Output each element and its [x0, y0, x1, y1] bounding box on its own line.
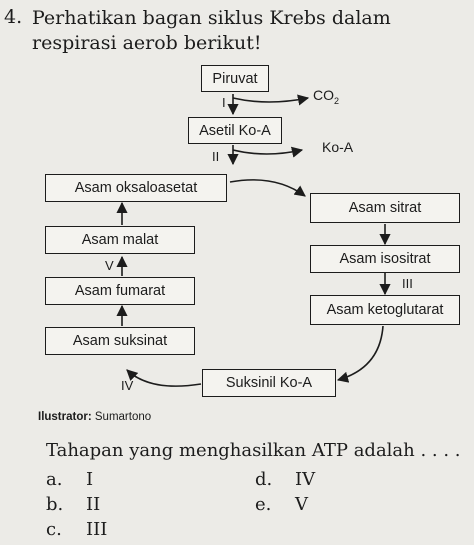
- arrow-suksinil-suksinat: [127, 370, 201, 386]
- option-a-letter: a.: [46, 469, 63, 490]
- question-text: Perhatikan bagan siklus Krebs dalam respirasi aerob berikut!: [32, 7, 391, 54]
- box-piruvat: Piruvat: [201, 65, 269, 92]
- credit-name: Sumartono: [94, 411, 152, 423]
- credit-label: Ilustrator:: [38, 411, 92, 423]
- box-asam-isositrat: Asam isositrat: [310, 245, 460, 273]
- label-step-iii: III: [402, 276, 413, 291]
- arrow-koa-release: [233, 150, 302, 154]
- option-a[interactable]: [46, 469, 93, 490]
- label-co2: [313, 87, 339, 106]
- label-step-iv: IV: [121, 378, 134, 393]
- box-suksinil-koa: Suksinil Ko-A: [202, 369, 336, 397]
- option-c-letter: c.: [46, 519, 62, 540]
- illustrator-credit: [38, 411, 151, 423]
- box-asam-oksaloasetat: Asam oksaloasetat: [45, 174, 227, 202]
- question-prompt: Tahapan yang menghasilkan ATP adalah . . . .: [46, 440, 461, 461]
- option-e-letter: e.: [255, 494, 272, 515]
- option-c-value: III: [86, 519, 108, 540]
- option-e-value: V: [295, 494, 308, 515]
- option-b-value: II: [86, 494, 101, 515]
- label-step-v: V: [105, 258, 114, 273]
- arrow-ketoglutarat-suksinil: [338, 326, 383, 380]
- option-d-value: IV: [295, 469, 316, 490]
- option-d[interactable]: [255, 469, 315, 490]
- option-e[interactable]: [255, 494, 308, 515]
- label-co2-sub: 2: [334, 95, 340, 106]
- option-d-letter: d.: [255, 469, 273, 490]
- option-b-letter: b.: [46, 494, 64, 515]
- question-number: 4.: [4, 6, 23, 28]
- label-co2-main: CO: [313, 87, 334, 103]
- box-asam-fumarat: Asam fumarat: [45, 277, 195, 305]
- label-step-i: I: [222, 95, 226, 110]
- box-asam-malat: Asam malat: [45, 226, 195, 254]
- box-asetil-koa: Asetil Ko-A: [188, 117, 282, 144]
- label-step-ii: II: [212, 149, 220, 164]
- box-asam-suksinat: Asam suksinat: [45, 327, 195, 355]
- box-asam-ketoglutarat: Asam ketoglutarat: [310, 295, 460, 325]
- arrow-oksaloasetat-sitrat: [230, 180, 305, 196]
- label-koa: Ko-A: [322, 139, 354, 155]
- arrow-co2-release: [233, 98, 308, 102]
- option-a-value: I: [86, 469, 94, 490]
- option-c[interactable]: [46, 519, 107, 540]
- box-asam-sitrat: Asam sitrat: [310, 193, 460, 223]
- option-b[interactable]: [46, 494, 100, 515]
